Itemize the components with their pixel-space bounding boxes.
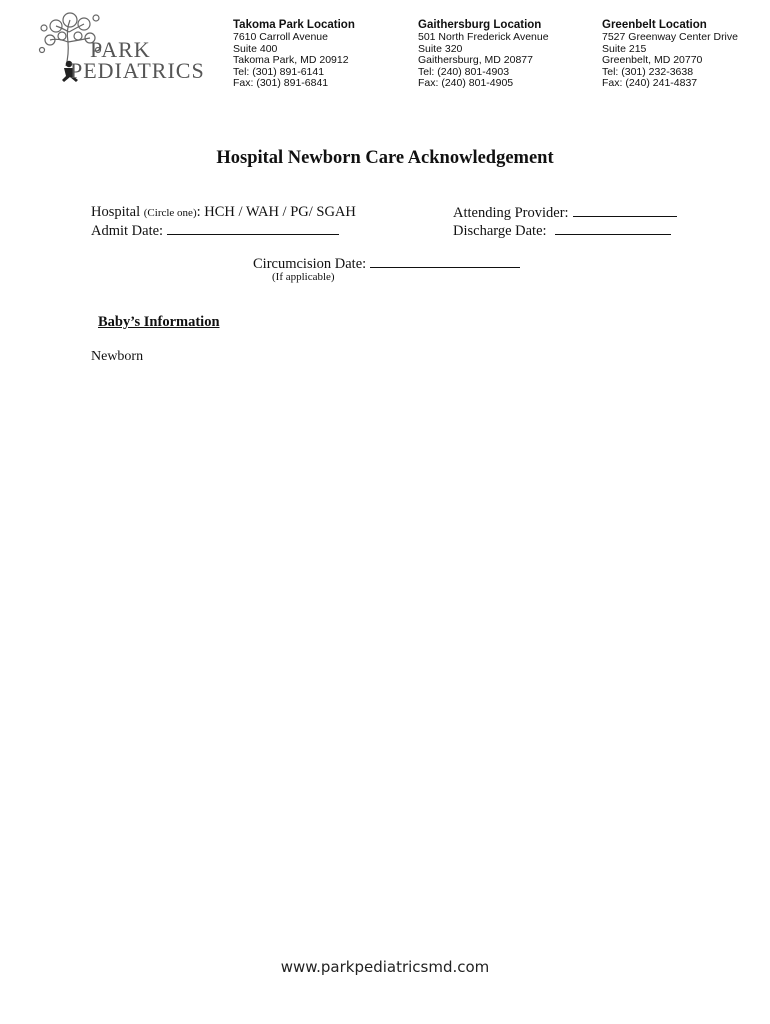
hospital-field — [91, 203, 356, 222]
phone-line: Tel: (301) 891-6141 — [233, 65, 325, 78]
newborn-label: Newborn — [91, 349, 144, 364]
address-line: Suite 400 — [233, 42, 278, 55]
address-line: Greenbelt, MD 20770 — [602, 54, 703, 67]
discharge-date-field — [453, 221, 671, 240]
attending-provider-label: Attending Provider: — [453, 205, 569, 221]
location-takoma-park — [233, 18, 355, 90]
park-pediatrics-logo — [36, 6, 226, 86]
address-line: 501 North Frederick Avenue — [418, 31, 549, 43]
address-line: 7527 Greenway Center Drive — [602, 31, 738, 43]
address-line: 7610 Carroll Avenue — [233, 31, 328, 43]
fax-line: Fax: (301) 891-6841 — [233, 77, 329, 90]
address-line: Takoma Park, MD 20912 — [233, 54, 349, 67]
address-line: Suite 215 — [602, 42, 647, 55]
admit-date-label: Admit Date: — [91, 223, 164, 239]
logo-text-pediatrics: PEDIATRICS — [70, 58, 205, 83]
hospital-label: Hospital — [91, 204, 141, 220]
location-title: Takoma Park Location — [233, 19, 355, 31]
circumcision-date-input[interactable] — [370, 254, 520, 268]
discharge-date-label: Discharge Date: — [453, 223, 547, 239]
document-title: Hospital Newborn Care Acknowledgement — [216, 148, 554, 168]
location-gaithersburg — [418, 18, 549, 90]
phone-line: Tel: (240) 801-4903 — [418, 65, 510, 78]
section-heading-babys-information: Baby’s Information — [98, 314, 220, 330]
circumcision-note: (If applicable) — [272, 271, 335, 283]
phone-line: Tel: (301) 232-3638 — [602, 65, 694, 78]
discharge-date-input[interactable] — [555, 221, 671, 235]
location-title: Greenbelt Location — [602, 19, 707, 31]
logo-text-park: PARK — [90, 37, 151, 62]
attending-provider-field — [453, 203, 677, 222]
circumcision-date-label: Circumcision Date: — [253, 256, 367, 272]
fax-line: Fax: (240) 241-4837 — [602, 77, 698, 90]
hospital-hint: (Circle one) — [143, 207, 197, 219]
fax-line: Fax: (240) 801-4905 — [418, 77, 514, 90]
website-link[interactable]: www.parkpediatricsmd.com — [280, 958, 490, 976]
location-title: Gaithersburg Location — [418, 19, 542, 31]
admit-date-field — [91, 221, 339, 240]
attending-provider-input[interactable] — [573, 203, 677, 217]
admit-date-input[interactable] — [167, 221, 339, 235]
address-line: Suite 320 — [418, 42, 463, 55]
location-greenbelt — [602, 18, 738, 90]
address-line: Gaithersburg, MD 20877 — [418, 54, 533, 67]
hospital-options: : HCH / WAH / PG/ SGAH — [196, 204, 356, 220]
